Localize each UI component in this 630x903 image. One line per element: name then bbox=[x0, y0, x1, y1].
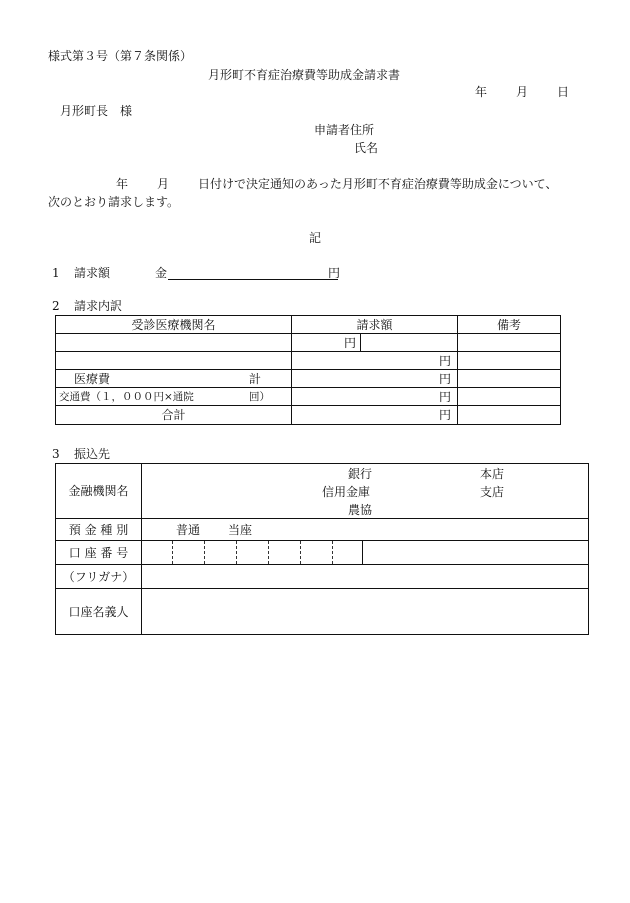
cell-remarks[interactable] bbox=[458, 370, 561, 388]
digit-divider bbox=[300, 541, 301, 564]
addressee: 月形町長 様 bbox=[60, 104, 133, 118]
transport-cost-label: 交通費（１，０００円×通院 bbox=[59, 391, 194, 403]
digit-divider bbox=[204, 541, 205, 564]
deposit-type-cell[interactable] bbox=[142, 519, 589, 541]
section3-label: 振込先 bbox=[74, 447, 111, 461]
total-yen: 円 bbox=[438, 408, 451, 422]
deposit-type-toza[interactable]: 当座 bbox=[228, 523, 253, 537]
furigana-label: （フリガナ） bbox=[56, 565, 142, 589]
credit-union-label: 信用金庫 bbox=[322, 485, 371, 499]
row2-yen: 円 bbox=[438, 353, 451, 368]
applicant-name-label: 氏名 bbox=[354, 141, 379, 155]
kin-label: 金 bbox=[155, 266, 168, 280]
cell-amount[interactable] bbox=[292, 370, 458, 388]
deposit-type-label: 預 金 種 別 bbox=[56, 519, 142, 541]
ki-label: 記 bbox=[309, 231, 322, 245]
cell-transport-label bbox=[56, 388, 292, 406]
header-amount: 請求額 bbox=[292, 316, 458, 334]
account-holder-cell[interactable] bbox=[142, 589, 589, 635]
institution-cell[interactable] bbox=[142, 464, 589, 519]
header-remarks: 備考 bbox=[458, 316, 561, 334]
account-number-label: 口 座 番 号 bbox=[56, 541, 142, 565]
request-amount-underline bbox=[168, 279, 338, 280]
cell-remarks[interactable] bbox=[458, 388, 561, 406]
account-holder-row bbox=[56, 589, 589, 635]
row1-yen: 円 bbox=[344, 336, 357, 350]
transport-visits-label: 回） bbox=[249, 391, 270, 403]
cell-institution[interactable] bbox=[56, 334, 292, 352]
section1-label: 請求額 bbox=[74, 266, 111, 280]
header-institution: 受診医療機関名 bbox=[56, 316, 292, 334]
account-number-row bbox=[56, 541, 589, 565]
cell-remarks[interactable] bbox=[458, 406, 561, 425]
bank-label: 銀行 bbox=[348, 467, 373, 481]
deposit-type-futsu[interactable]: 普通 bbox=[176, 523, 201, 537]
institution-label: 金融機関名 bbox=[56, 464, 142, 519]
cell-institution[interactable] bbox=[56, 352, 292, 370]
cell-total-amount[interactable] bbox=[292, 406, 458, 425]
breakdown-row bbox=[56, 352, 561, 370]
digit-divider bbox=[362, 541, 363, 564]
date-month-label: 月 bbox=[516, 85, 529, 99]
body-text-line1: 日付けで決定通知のあった月形町不育症治療費等助成金について、 bbox=[198, 177, 558, 191]
medical-subtotal-label: 計 bbox=[249, 372, 262, 386]
row4-yen: 円 bbox=[438, 389, 451, 404]
head-office-label: 本店 bbox=[480, 467, 505, 481]
cell-amount[interactable] bbox=[292, 352, 458, 370]
form-number: 様式第３号（第７条関係） bbox=[48, 49, 193, 63]
breakdown-table bbox=[55, 315, 561, 425]
furigana-row bbox=[56, 565, 589, 589]
cell-remarks[interactable] bbox=[458, 352, 561, 370]
document-title: 月形町不育症治療費等助成金請求書 bbox=[208, 68, 401, 82]
total-label: 合計 bbox=[56, 406, 292, 425]
digit-divider bbox=[268, 541, 269, 564]
deposit-type-row bbox=[56, 519, 589, 541]
agri-coop-label: 農協 bbox=[348, 503, 373, 517]
row3-yen: 円 bbox=[438, 371, 451, 386]
row1-divider bbox=[360, 334, 361, 351]
bank-table bbox=[55, 463, 589, 635]
section2-number: 2 bbox=[52, 299, 60, 313]
branch-label: 支店 bbox=[480, 485, 505, 499]
cell-medical-label bbox=[56, 370, 292, 388]
account-holder-label: 口座名義人 bbox=[56, 589, 142, 635]
transport-cost-row bbox=[56, 388, 561, 406]
cell-remarks[interactable] bbox=[458, 334, 561, 352]
section3-number: 3 bbox=[52, 447, 60, 461]
applicant-address-label: 申請者住所 bbox=[314, 123, 375, 137]
body-year-label: 年 bbox=[116, 177, 129, 191]
cell-amount[interactable] bbox=[292, 334, 458, 352]
section2-label: 請求内訳 bbox=[74, 299, 123, 313]
medical-cost-label: 医療費 bbox=[74, 372, 111, 386]
medical-cost-row bbox=[56, 370, 561, 388]
body-month-label: 月 bbox=[157, 177, 170, 191]
cell-amount[interactable] bbox=[292, 388, 458, 406]
furigana-cell[interactable] bbox=[142, 565, 589, 589]
total-row bbox=[56, 406, 561, 425]
digit-divider bbox=[332, 541, 333, 564]
date-year-label: 年 bbox=[475, 85, 488, 99]
section1-number: 1 bbox=[52, 266, 60, 280]
breakdown-header-row bbox=[56, 316, 561, 334]
date-day-label: 日 bbox=[557, 85, 570, 99]
institution-row bbox=[56, 464, 589, 519]
breakdown-row bbox=[56, 334, 561, 352]
body-text-line2: 次のとおり請求します。 bbox=[48, 195, 180, 209]
digit-divider bbox=[236, 541, 237, 564]
section1-yen: 円 bbox=[328, 266, 341, 280]
digit-divider bbox=[172, 541, 173, 564]
account-number-cell[interactable] bbox=[142, 541, 589, 565]
